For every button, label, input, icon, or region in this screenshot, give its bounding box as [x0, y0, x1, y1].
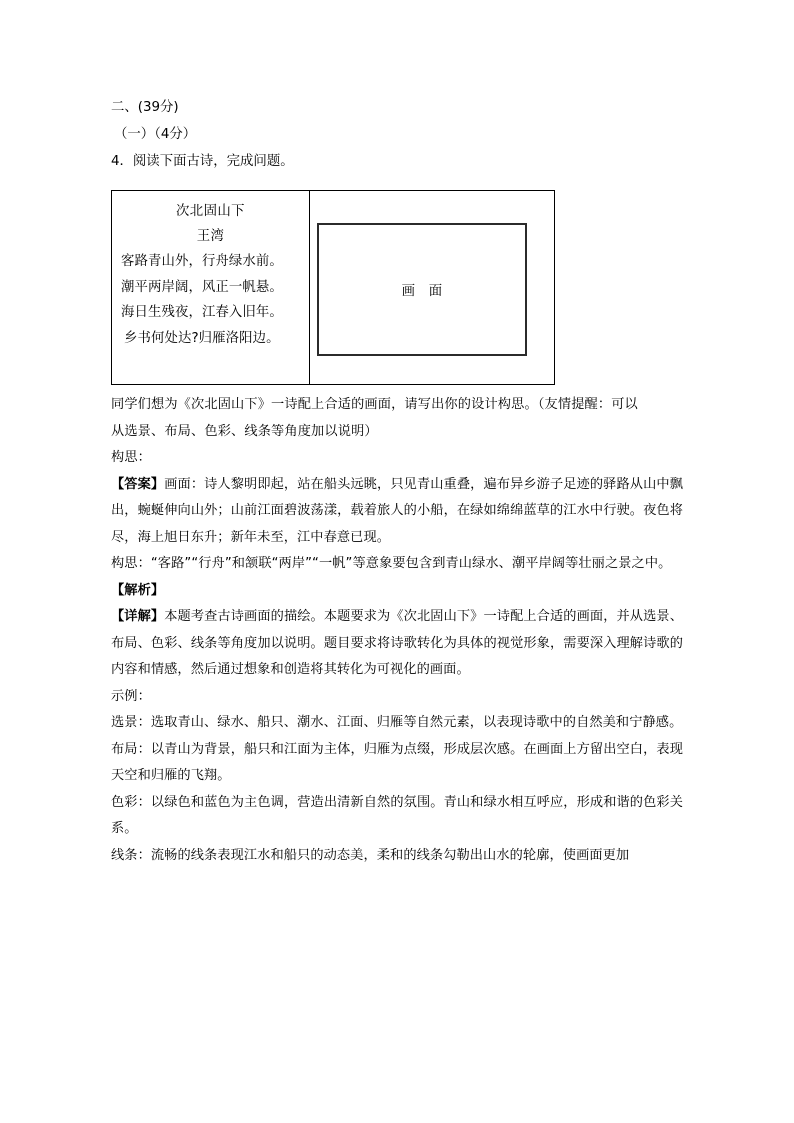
- question-number-line: 4．阅读下面古诗，完成问题。: [111, 154, 294, 169]
- answer-label: 【答案】: [111, 476, 165, 492]
- poem-author: 王湾: [196, 229, 225, 244]
- poem-line: 海日生残夜，江春入旧年。: [121, 305, 283, 320]
- example-item: [111, 843, 683, 870]
- picture-placeholder-frame: [317, 223, 527, 356]
- document-header-block: [111, 94, 683, 175]
- poem-line: 乡书何处达?归雁洛阳边。: [124, 330, 280, 346]
- example-item: [111, 710, 683, 737]
- section-heading: 二、(39分): [111, 100, 179, 115]
- poem-title: 次北固山下: [176, 204, 245, 219]
- answer-idea-paragraph: [111, 551, 683, 578]
- answer-picture-paragraph: [111, 472, 683, 552]
- answer-idea-text: “客路”“行舟”和颔联“两岸”“一帆”等意象要包含到青山绿水、潮平岸阔等壮丽之景之中。: [150, 556, 672, 571]
- example-item-text: 流畅的线条表现江水和船只的动态美，柔和的线条勾勒出山水的轮廓，使画面更加: [150, 847, 630, 863]
- example-item: [111, 737, 683, 790]
- poem-line: 潮平两岸阔，风正一帆悬。: [121, 279, 283, 295]
- document-body-block: [111, 392, 683, 869]
- example-item-text: 以青山为背景，船只和江面为主体，归雁为点缀，形成层次感。在画面上方留出空白，表现天空和归雁的飞翔。: [111, 741, 683, 783]
- example-item-name: 线条：: [111, 847, 151, 863]
- example-item-text: 选取青山、绿水、船只、潮水、江面、归雁等自然元素，以表现诗歌中的自然美和宁静感。: [150, 715, 683, 730]
- subsection-heading: （一）（4分）: [114, 127, 197, 142]
- example-item-name: 布局：: [111, 741, 151, 757]
- analysis-detail-text: 本题考查古诗画面的描绘。本题要求为《次北固山下》一诗配上合适的画面，并从选景、布局、色彩、线条等角度加以说明。题目要求将诗歌转化为具体的视觉形象，需要深入理解诗歌的内容和情感，然后通过想象和创造将其转化为可视化的画面。: [111, 609, 683, 677]
- picture-placeholder-label: 画 面: [401, 284, 443, 299]
- example-item-text: 以绿色和蓝色为主色调，营造出清新自然的氛围。青山和绿水相互呼应，形成和谐的色彩关系。: [111, 794, 683, 836]
- poem-line: 客路青山外，行舟绿水前。: [121, 254, 283, 269]
- poem-cell: [112, 191, 310, 384]
- poem-layout-table: [111, 190, 555, 385]
- question-prompt-line-1: 同学们想为《次北固山下》一诗配上合适的画面，请写出你的设计构思。（友情提醒：可以: [111, 397, 638, 412]
- example-item-name: 选景：: [111, 715, 151, 730]
- answer-picture-text: 诗人黎明即起，站在船头远眺，只见青山重叠，遍布异乡游子足迹的驿路从山中飘出，蜿蜒伸向山外；山前江面碧波荡漾，载着旅人的小船，在绿如绵绵蓝草的江水中行驶。夜色将尽，海上旭日东升；新年未至，江中春意已现。: [111, 476, 683, 545]
- example-item: [111, 790, 683, 843]
- analysis-detail-paragraph: [111, 604, 683, 684]
- example-item-name: 色彩：: [111, 794, 151, 810]
- analysis-heading-text: 【解析】: [111, 582, 165, 598]
- example-label: 示例：: [111, 688, 151, 704]
- answer-blank-label: 构思：: [111, 450, 152, 465]
- answer-picture-prefix: 画面：: [164, 476, 205, 492]
- analysis-detail-label: 【详解】: [111, 609, 165, 624]
- question-prompt-line-2: 从选景、布局、色彩、线条等角度加以说明）: [111, 423, 378, 439]
- analysis-heading: [111, 578, 683, 605]
- picture-cell: [310, 191, 554, 384]
- answer-idea-prefix: 构思：: [111, 556, 151, 571]
